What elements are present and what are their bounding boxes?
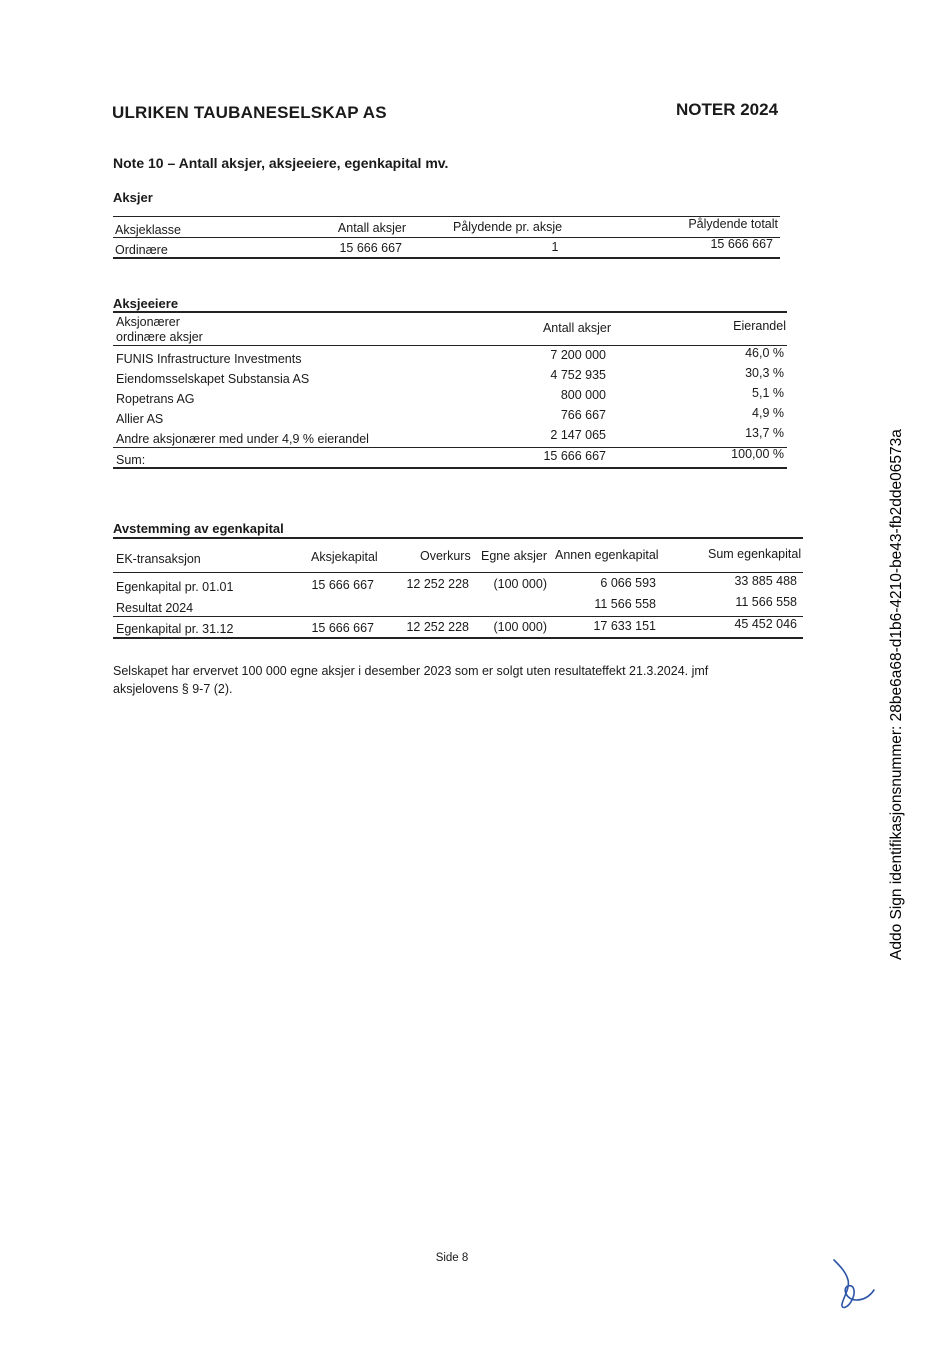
avstemming-col-sum-egenkapital: Sum egenkapital [708, 547, 802, 561]
avstemming-row-2-label: Resultat 2024 [116, 601, 194, 615]
aksjeeiere-col-aksjonaerer-line1: Aksjonærer [116, 315, 180, 329]
aksjeeiere-sum-eierandel: 100,00 % [731, 447, 784, 461]
aksjer-col-palydende-pr-aksje: Pålydende pr. aksje [453, 220, 563, 234]
aksjeeiere-col-aksjonaerer-line2: ordinære aksjer [116, 330, 203, 344]
avstemming-header-rule [113, 572, 803, 573]
avstemming-row-1-aksjekapital: 15 666 667 [311, 578, 374, 592]
aksjeeiere-sum-antall: 15 666 667 [543, 449, 606, 463]
avstemming-top-rule [113, 537, 803, 539]
aksjeeiere-heading: Aksjeeiere [113, 296, 179, 311]
avstemming-row-1-annen: 6 066 593 [600, 576, 656, 590]
company-name: ULRIKEN TAUBANESELSKAP AS [112, 103, 387, 122]
avstemming-row-3-annen: 17 633 151 [593, 619, 656, 633]
aksjeeiere-row-4-name: Allier AS [116, 412, 164, 426]
avstemming-row-3-label: Egenkapital pr. 31.12 [116, 622, 234, 636]
aksjeeiere-sum-label: Sum: [116, 453, 146, 467]
aksjer-col-antall: Antall aksjer [337, 221, 406, 235]
avstemming-row-1-egne-aksjer: (100 000) [493, 577, 547, 591]
signature-mark [826, 1256, 876, 1312]
aksjer-row-palydende: 1 [551, 240, 559, 254]
aksjeeiere-row-5-name: Andre aksjonærer med under 4,9 % eierandel [116, 432, 369, 446]
aksjeeiere-row-1-antall: 7 200 000 [550, 348, 606, 362]
aksjeeiere-col-antall: Antall aksjer [542, 321, 612, 335]
aksjeeiere-row-1-eierandel: 46,0 % [745, 346, 784, 360]
avstemming-row-1-overkurs: 12 252 228 [406, 577, 469, 591]
avstemming-row-3-egne-aksjer: (100 000) [493, 620, 547, 634]
avstemming-heading: Avstemming av egenkapital [113, 521, 284, 536]
avstemming-row-2-sum: 11 566 558 [735, 595, 797, 609]
aksjer-col-palydende-totalt: Pålydende totalt [688, 217, 778, 231]
aksjeeiere-row-2-name: Eiendomsselskapet Substansia AS [116, 372, 310, 386]
avstemming-row-1-label: Egenkapital pr. 01.01 [116, 580, 234, 594]
avstemming-row-3-overkurs: 12 252 228 [406, 620, 469, 634]
avstemming-row-2-annen: 11 566 558 [594, 597, 656, 611]
page-number: Side 8 [435, 1252, 469, 1264]
addo-sign-identifier: Addo Sign identifikasjonsnummer: 28be6a68-d1b6-4210-be43-fb2dde06573a [888, 429, 905, 960]
aksjeeiere-row-2-antall: 4 752 935 [550, 368, 606, 382]
aksjeeiere-header-rule [113, 345, 787, 346]
avstemming-col-egne-aksjer: Egne aksjer [481, 549, 548, 563]
aksjeeiere-row-3-name: Ropetrans AG [116, 392, 195, 406]
aksjeeiere-row-4-antall: 766 667 [560, 408, 606, 422]
aksjeeiere-col-aksjonaerer [116, 315, 203, 345]
avstemming-col-transaksjon: EK-transaksjon [116, 552, 201, 566]
avstemming-total-rule [113, 616, 803, 617]
footnote-text: Selskapet har ervervet 100 000 egne aksjer i desember 2023 som er solgt uten resultateffekt 21.3.2024. jmf aksjelovens § 9-7 (2). [113, 664, 709, 696]
aksjeeiere-row-1-name: FUNIS Infrastructure Investments [116, 352, 302, 366]
aksjeeiere-top-rule [113, 311, 787, 313]
avstemming-row-3-aksjekapital: 15 666 667 [311, 621, 374, 635]
avstemming-row-3-sum: 45 452 046 [734, 617, 797, 631]
aksjeeiere-row-5-antall: 2 147 065 [550, 428, 606, 442]
aksjeeiere-bottom-rule [113, 467, 787, 469]
aksjer-bottom-rule [113, 257, 780, 259]
aksjeeiere-col-eierandel: Eierandel [733, 319, 786, 333]
avstemming-col-annen-egenkapital: Annen egenkapital [555, 548, 659, 562]
notes-year-title: NOTER 2024 [676, 100, 779, 119]
aksjeeiere-row-4-eierandel: 4,9 % [752, 406, 784, 420]
avstemming-row-1-sum: 33 885 488 [734, 574, 797, 588]
aksjeeiere-row-3-antall: 800 000 [560, 388, 606, 402]
aksjer-heading: Aksjer [113, 190, 153, 205]
aksjer-row-klasse: Ordinære [115, 243, 168, 257]
avstemming-col-overkurs: Overkurs [420, 549, 471, 563]
aksjeeiere-row-3-eierandel: 5,1 % [752, 386, 784, 400]
avstemming-col-aksjekapital: Aksjekapital [311, 550, 378, 564]
avstemming-bottom-rule [113, 637, 803, 639]
note-title: Note 10 – Antall aksjer, aksjeeiere, egenkapital mv. [113, 155, 449, 171]
aksjeeiere-sum-rule [113, 447, 787, 448]
aksjer-row-totalt: 15 666 667 [710, 237, 773, 251]
signature-stroke [834, 1260, 874, 1307]
aksjeeiere-row-2-eierandel: 30,3 % [745, 366, 784, 380]
aksjer-row-antall: 15 666 667 [339, 241, 402, 255]
aksjer-col-aksjeklasse: Aksjeklasse [115, 223, 181, 237]
aksjeeiere-row-5-eierandel: 13,7 % [745, 426, 784, 440]
